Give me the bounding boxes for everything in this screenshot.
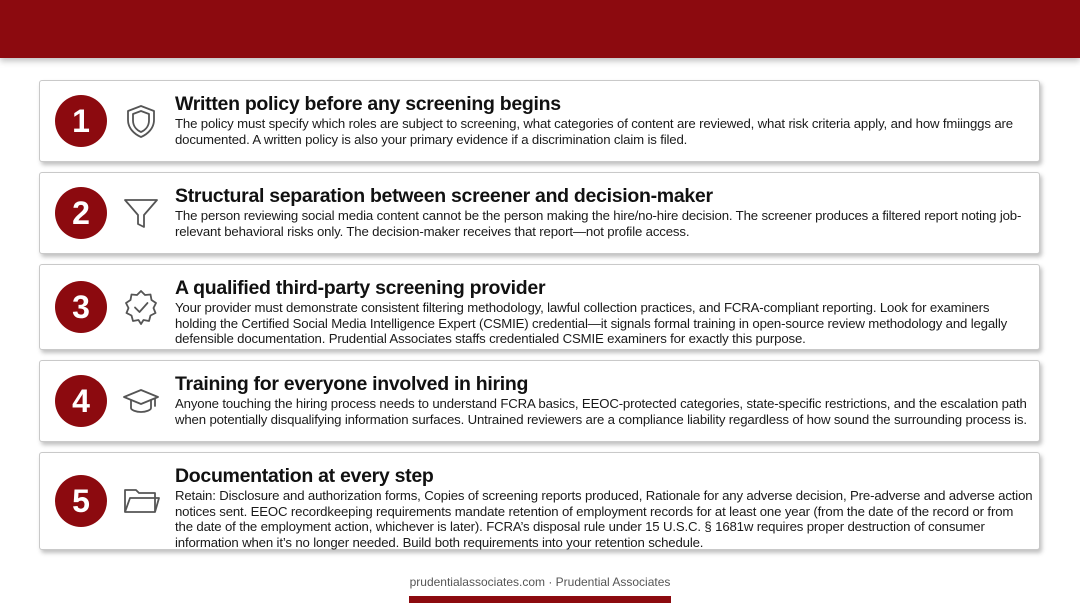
verified-badge-icon	[122, 288, 160, 326]
step-title: Training for everyone involved in hiring	[175, 373, 529, 395]
folder-icon	[122, 482, 160, 520]
step-title: Structural separation between screener and decision-maker	[175, 185, 713, 207]
step-card-4	[39, 360, 1040, 442]
footer-accent-bar	[409, 596, 671, 603]
step-title: Written policy before any screening begins	[175, 93, 561, 115]
step-description: Retain: Disclosure and authorization forms, Copies of screening reports produced, Rationale for any adverse decision, Pre-adverse and adverse action notices sent. EEOC recordkeeping requirements mandate retention of employment records for at least one year (from the date of the record or from the date of the employment action, whichever is later). FCRA’s disposal rule under 15 U.S.C. § 1681w requires proper destruction of consumer information when it’s no longer needed. Build both requirements into your retention schedule.	[175, 488, 1033, 550]
filter-icon	[122, 194, 160, 232]
step-title: Documentation at every step	[175, 465, 434, 487]
step-card-3	[39, 264, 1040, 350]
header-bar	[0, 0, 1080, 58]
step-card-5	[39, 452, 1040, 550]
step-number-badge: 4	[55, 375, 107, 427]
step-number-badge: 3	[55, 281, 107, 333]
footer-attribution: prudentialassociates.com · Prudential Associates	[409, 575, 671, 589]
step-title: A qualified third-party screening provider	[175, 277, 546, 299]
step-number-badge: 2	[55, 187, 107, 239]
step-card-2	[39, 172, 1040, 254]
step-description: The policy must specify which roles are subject to screening, what categories of content are reviewed, what risk criteria apply, and how fmiinggs are documented. A written policy is also your primary evidence if a discrimination claim is filed.	[175, 116, 1013, 147]
graduation-cap-icon	[122, 382, 160, 420]
step-description: Anyone touching the hiring process needs to understand FCRA basics, EEOC-protected categories, state-specific restrictions, and the escalation path when potentially disqualifying information surfaces. Untrained reviewers are a compliance liability regardless of how sound the surrounding process is.	[175, 396, 1027, 427]
step-description: The person reviewing social media content cannot be the person making the hire/no-hire decision. The screener produces a filtered report noting job-relevant behavioral risks only. The decision-maker receives that report—not profile access.	[175, 208, 1022, 239]
step-number-badge: 5	[55, 475, 107, 527]
step-description: Your provider must demonstrate consistent filtering methodology, lawful collection practices, and FCRA-compliant reporting. Look for examiners holding the Certified Social Media Intelligence Expert (CSMIE) credential—it signals formal training in open-source review methodology and legally defensible documentation. Prudential Associates staffs credentialed CSMIE examiners for exactly this purpose.	[175, 300, 1008, 346]
shield-icon	[122, 102, 160, 140]
step-number-badge: 1	[55, 95, 107, 147]
step-card-1	[39, 80, 1040, 162]
